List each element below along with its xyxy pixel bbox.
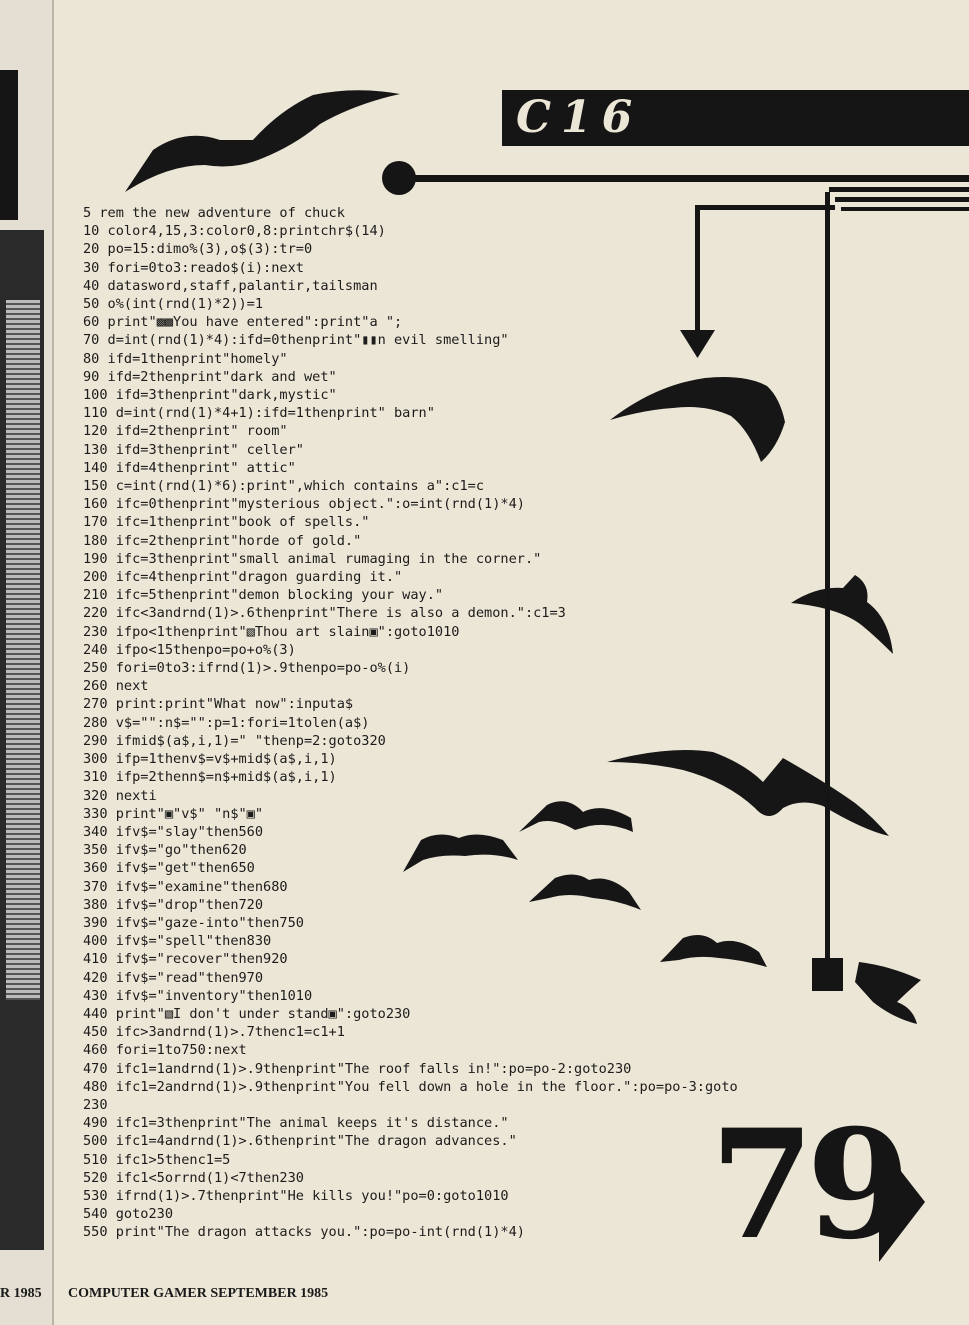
code-line: 380 ifv$="drop"then720	[83, 896, 264, 913]
code-line: 410 ifv$="recover"then920	[83, 951, 288, 968]
code-line: 170 ifc=1thenprint"book of spells."	[83, 514, 370, 531]
previous-page-edge	[0, 0, 54, 1325]
code-line: 500 ifc1=4andrnd(1)>.6thenprint"The dragon advances."	[83, 1133, 517, 1150]
code-line: 180 ifc=2thenprint"horde of gold."	[83, 532, 362, 549]
code-line: 340 ifv$="slay"then560	[83, 823, 264, 840]
code-line: 280 v$="":n$="":p=1:fori=1tolen(a$)	[83, 714, 370, 731]
code-line: 230 ifpo<1thenprint"▧Thou art slain▣":goto1010	[83, 623, 460, 640]
code-line: 260 next	[83, 678, 149, 695]
code-line: 400 ifv$="spell"then830	[83, 933, 272, 950]
code-line: 420 ifv$="read"then970	[83, 969, 264, 986]
code-line: 470 ifc1=1andrnd(1)>.9thenprint"The roof falls in!":po=po-2:goto230	[83, 1060, 632, 1077]
code-line: 130 ifd=3thenprint" celler"	[83, 441, 304, 458]
code-line: 510 ifc1>5thenc1=5	[83, 1151, 231, 1168]
connector-dot	[382, 161, 416, 195]
code-line: 390 ifv$="gaze-into"then750	[83, 914, 304, 931]
section-banner	[502, 90, 969, 146]
magazine-footer: COMPUTER GAMER SEPTEMBER 1985	[68, 1286, 329, 1301]
bird-icon	[791, 575, 893, 654]
code-line: 240 ifpo<15thenpo=po+o%(3)	[83, 641, 296, 658]
code-line: 220 ifc<3andrnd(1)>.6thenprint"There is also a demon.":c1=3	[83, 605, 566, 622]
code-line: 360 ifv$="get"then650	[83, 860, 255, 877]
code-line: 300 ifp=1thenv$=v$+mid$(a$,i,1)	[83, 751, 337, 768]
code-line: 140 ifd=4thenprint" attic"	[83, 459, 296, 476]
code-line: 530 ifrnd(1)>.7thenprint"He kills you!"po=0:goto1010	[83, 1187, 509, 1204]
section-label: C16	[516, 92, 643, 143]
code-line: 190 ifc=3thenprint"small animal rumaging in the corner."	[83, 550, 542, 567]
code-line: 320 nexti	[83, 787, 157, 804]
code-line: 290 ifmid$(a$,i,1)=" "thenp=2:goto320	[83, 732, 386, 749]
code-line: 330 print"▣"v$" "n$"▣"	[83, 805, 264, 822]
code-line: 200 ifc=4thenprint"dragon guarding it."	[83, 569, 403, 586]
code-line: 310 ifp=2thenn$=n$+mid$(a$,i,1)	[83, 769, 337, 786]
code-line: 60 print"▩▩You have entered":print"a ";	[83, 314, 403, 331]
bird-icon	[125, 90, 400, 192]
code-line: 90 ifd=2thenprint"dark and wet"	[83, 368, 337, 385]
previous-page-halftone	[6, 300, 40, 1000]
code-line: 350 ifv$="go"then620	[83, 842, 247, 859]
page-number: 79	[710, 1097, 903, 1273]
basic-program-listing	[83, 204, 738, 1242]
code-line: 70 d=int(rnd(1)*4):ifd=0thenprint"▮▮n evil smelling"	[83, 332, 509, 349]
code-line: 430 ifv$="inventory"then1010	[83, 987, 313, 1004]
code-line: 50 o%(int(rnd(1)*2))=1	[83, 296, 264, 313]
code-line: 110 d=int(rnd(1)*4+1):ifd=1thenprint" barn"	[83, 405, 435, 422]
code-line: 370 ifv$="examine"then680	[83, 878, 288, 895]
previous-page-footer: R 1985	[0, 1286, 42, 1301]
code-line: 30 fori=0to3:reado$(i):next	[83, 259, 304, 276]
code-line: 450 ifc>3andrnd(1)>.7thenc1=c1+1	[83, 1024, 345, 1041]
code-line: 490 ifc1=3thenprint"The animal keeps it's distance."	[83, 1115, 509, 1132]
code-line: 120 ifd=2thenprint" room"	[83, 423, 288, 440]
code-line: 100 ifd=3thenprint"dark,mystic"	[83, 387, 337, 404]
code-line: 10 color4,15,3:color0,8:printchr$(14)	[83, 223, 386, 240]
code-line: 440 print"▧I don't under stand▣":goto230	[83, 1005, 411, 1022]
code-line: 270 print:print"What now":inputa$	[83, 696, 354, 713]
code-line: 480 ifc1=2andrnd(1)>.9thenprint"You fell down a hole in the floor.":po=po-3:goto	[83, 1078, 738, 1095]
code-line: 160 ifc=0thenprint"mysterious object.":o=int(rnd(1)*4)	[83, 496, 525, 513]
previous-page-graphic	[0, 70, 18, 220]
code-line: 40 datasword,staff,palantir,tailsman	[83, 277, 378, 294]
code-line: 230	[83, 1096, 108, 1113]
code-line: 210 ifc=5thenprint"demon blocking your way."	[83, 587, 444, 604]
magazine-page	[55, 0, 969, 1325]
code-line: 5 rem the new adventure of chuck	[83, 205, 345, 221]
code-line: 20 po=15:dimo%(3),o$(3):tr=0	[83, 241, 313, 258]
code-line: 250 fori=0to3:ifrnd(1)>.9thenpo=po-o%(i)	[83, 660, 411, 677]
code-line: 540 goto230	[83, 1206, 174, 1223]
code-line: 460 fori=1to750:next	[83, 1042, 247, 1059]
code-line: 80 ifd=1thenprint"homely"	[83, 350, 288, 367]
code-line: 550 print"The dragon attacks you.":po=po-int(rnd(1)*4)	[83, 1224, 525, 1241]
bird-icon	[855, 962, 921, 1024]
code-line: 150 c=int(rnd(1)*6):print",which contains a":c1=c	[83, 478, 485, 495]
connector-square	[812, 958, 843, 991]
code-line: 520 ifc1<5orrnd(1)<7then230	[83, 1169, 304, 1186]
